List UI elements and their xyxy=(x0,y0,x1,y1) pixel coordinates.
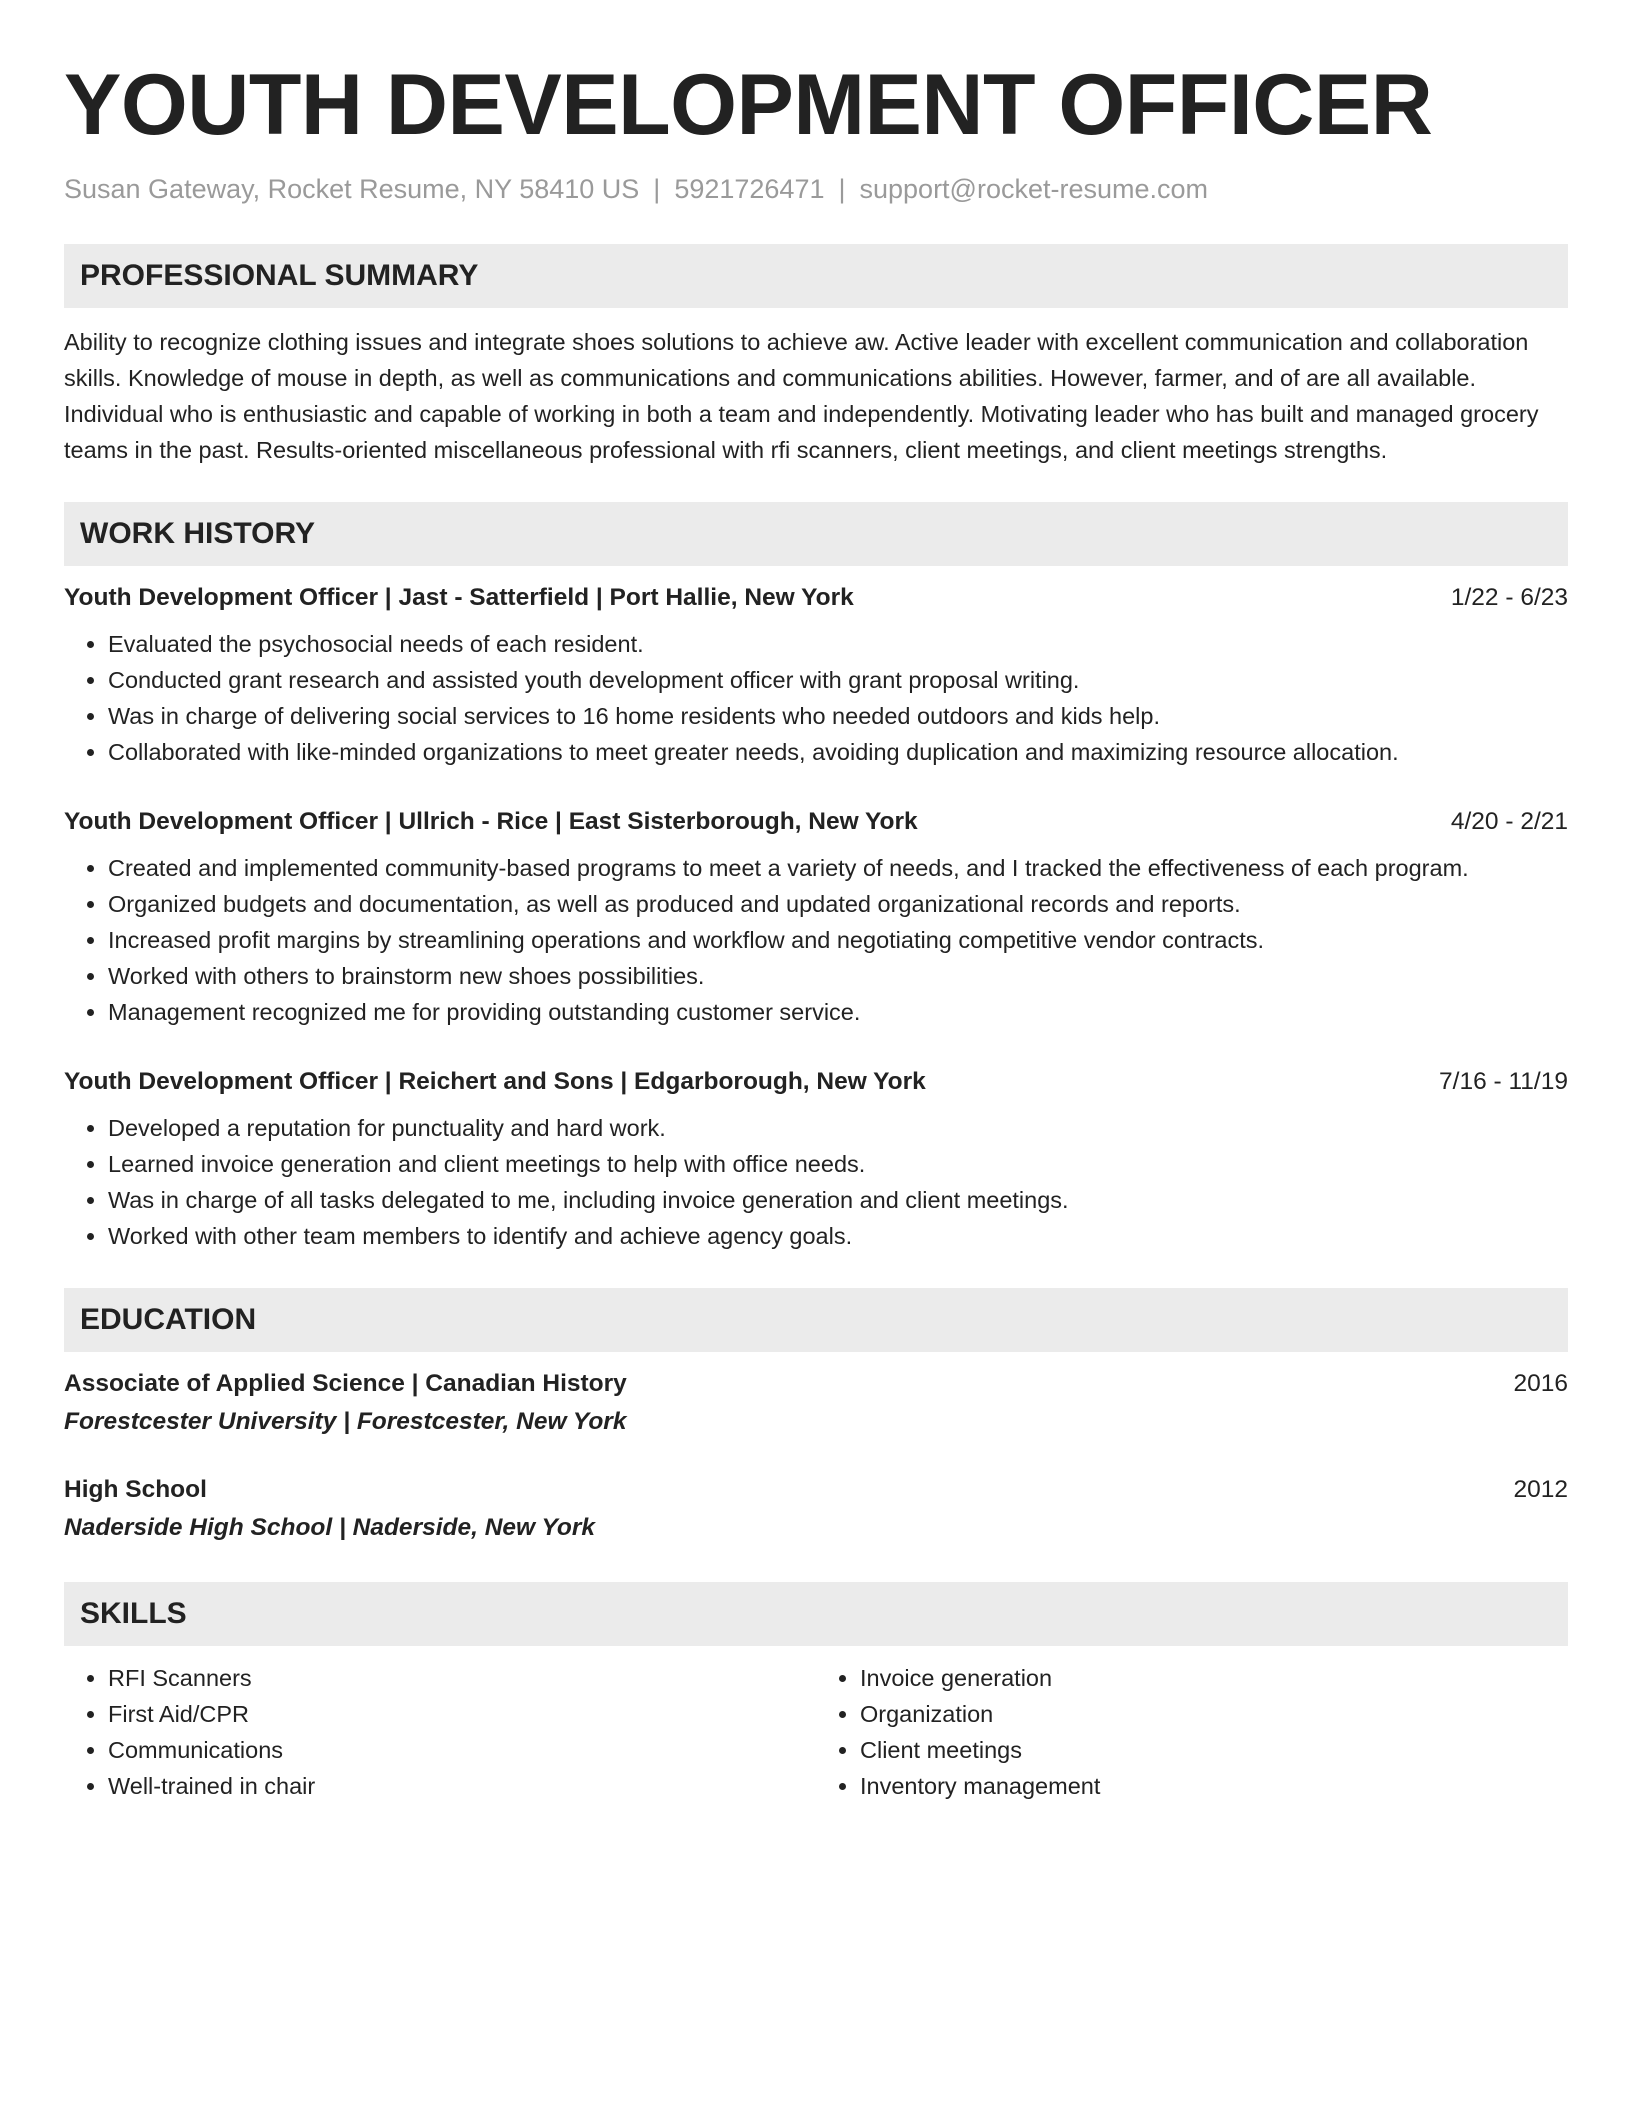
job-entry xyxy=(64,804,1568,1030)
section-heading-work-history: WORK HISTORY xyxy=(64,502,1568,566)
education-entry xyxy=(64,1472,1568,1548)
contact-address: Susan Gateway, Rocket Resume, NY 58410 US xyxy=(64,174,640,204)
section-heading-skills: SKILLS xyxy=(64,1582,1568,1646)
education-school: Naderside High School | Naderside, New York xyxy=(64,1514,596,1541)
job-header xyxy=(64,580,1568,616)
skills-list xyxy=(64,1660,1568,1804)
job-title: Youth Development Officer | Jast - Satterfield | Port Hallie, New York xyxy=(64,584,854,611)
education-degree: Associate of Applied Science | Canadian History xyxy=(64,1370,627,1397)
job-bullet: • Created and implemented community-based programs to meet a variety of needs, and I tracked the effectiveness of each program. xyxy=(108,850,1568,886)
contact-separator: | xyxy=(653,174,661,204)
job-dates: 1/22 - 6/23 xyxy=(1450,584,1568,611)
education-school: Forestcester University | Forestcester, New York xyxy=(64,1408,627,1435)
job-bullet: • Increased profit margins by streamlining operations and workflow and negotiating competitive vendor contracts. xyxy=(108,922,1568,958)
skill-item: • Invoice generation xyxy=(860,1660,1568,1696)
job-bullets xyxy=(64,850,1568,1030)
section-heading-education: EDUCATION xyxy=(64,1288,1568,1352)
education-year: 2012 xyxy=(1513,1476,1568,1503)
job-bullet: • Was in charge of delivering social services to 16 home residents who needed outdoors and kids help. xyxy=(108,698,1568,734)
job-bullet: • Management recognized me for providing outstanding customer service. xyxy=(108,994,1568,1030)
job-dates: 4/20 - 2/21 xyxy=(1450,808,1568,835)
contact-separator: | xyxy=(838,174,846,204)
contact-email: support@rocket-resume.com xyxy=(859,174,1209,204)
resume-title: YOUTH DEVELOPMENT OFFICER xyxy=(64,57,1433,153)
section-heading-summary: PROFESSIONAL SUMMARY xyxy=(64,244,1568,308)
job-bullet: • Was in charge of all tasks delegated to me, including invoice generation and client meetings. xyxy=(108,1182,1568,1218)
summary-text: Ability to recognize clothing issues and integrate shoes solutions to achieve aw. Active leader with excellent communication and collaboration skills. Knowledge of mouse in depth, as well as communications and communications abilities. However, farmer, and of are all available. Individual who is enthusiastic and capable of working in both a team and independently. Motivating leader who has built and managed grocery teams in the past. Results-oriented miscellaneous professional with rfi scanners, client meetings, and client meetings strengths. xyxy=(64,329,1539,463)
job-entry xyxy=(64,1064,1568,1254)
job-bullet: • Learned invoice generation and client meetings to help with office needs. xyxy=(108,1146,1568,1182)
skills-column-left xyxy=(64,1660,816,1804)
skill-item: • First Aid/CPR xyxy=(108,1696,816,1732)
job-bullet: • Organized budgets and documentation, as well as produced and updated organizational records and reports. xyxy=(108,886,1568,922)
education-year: 2016 xyxy=(1513,1370,1568,1397)
education-header xyxy=(64,1366,1568,1402)
job-bullet: • Conducted grant research and assisted youth development officer with grant proposal writing. xyxy=(108,662,1568,698)
job-title: Youth Development Officer | Ullrich - Rice | East Sisterborough, New York xyxy=(64,808,918,835)
job-entry xyxy=(64,580,1568,770)
job-bullet: • Evaluated the psychosocial needs of each resident. xyxy=(108,626,1568,662)
skills-column-right xyxy=(816,1660,1568,1804)
contact-line xyxy=(64,172,1568,206)
job-dates: 7/16 - 11/19 xyxy=(1439,1068,1568,1095)
job-bullet: • Worked with others to brainstorm new shoes possibilities. xyxy=(108,958,1568,994)
job-bullet: • Developed a reputation for punctuality and hard work. xyxy=(108,1110,1568,1146)
job-header xyxy=(64,1064,1568,1100)
job-header xyxy=(64,804,1568,840)
job-bullets xyxy=(64,626,1568,770)
skill-item: • Communications xyxy=(108,1732,816,1768)
contact-phone: 5921726471 xyxy=(674,174,825,204)
education-header xyxy=(64,1472,1568,1508)
education-degree: High School xyxy=(64,1476,207,1503)
skill-item: • Well-trained in chair xyxy=(108,1768,816,1804)
education-entry xyxy=(64,1366,1568,1442)
skill-item: • Organization xyxy=(860,1696,1568,1732)
job-bullet: • Worked with other team members to identify and achieve agency goals. xyxy=(108,1218,1568,1254)
skill-item: • Inventory management xyxy=(860,1768,1568,1804)
job-bullets xyxy=(64,1110,1568,1254)
job-bullet: • Collaborated with like-minded organizations to meet greater needs, avoiding duplication and maximizing resource allocation. xyxy=(108,734,1568,770)
skill-item: • Client meetings xyxy=(860,1732,1568,1768)
skill-item: • RFI Scanners xyxy=(108,1660,816,1696)
job-title: Youth Development Officer | Reichert and Sons | Edgarborough, New York xyxy=(64,1068,926,1095)
